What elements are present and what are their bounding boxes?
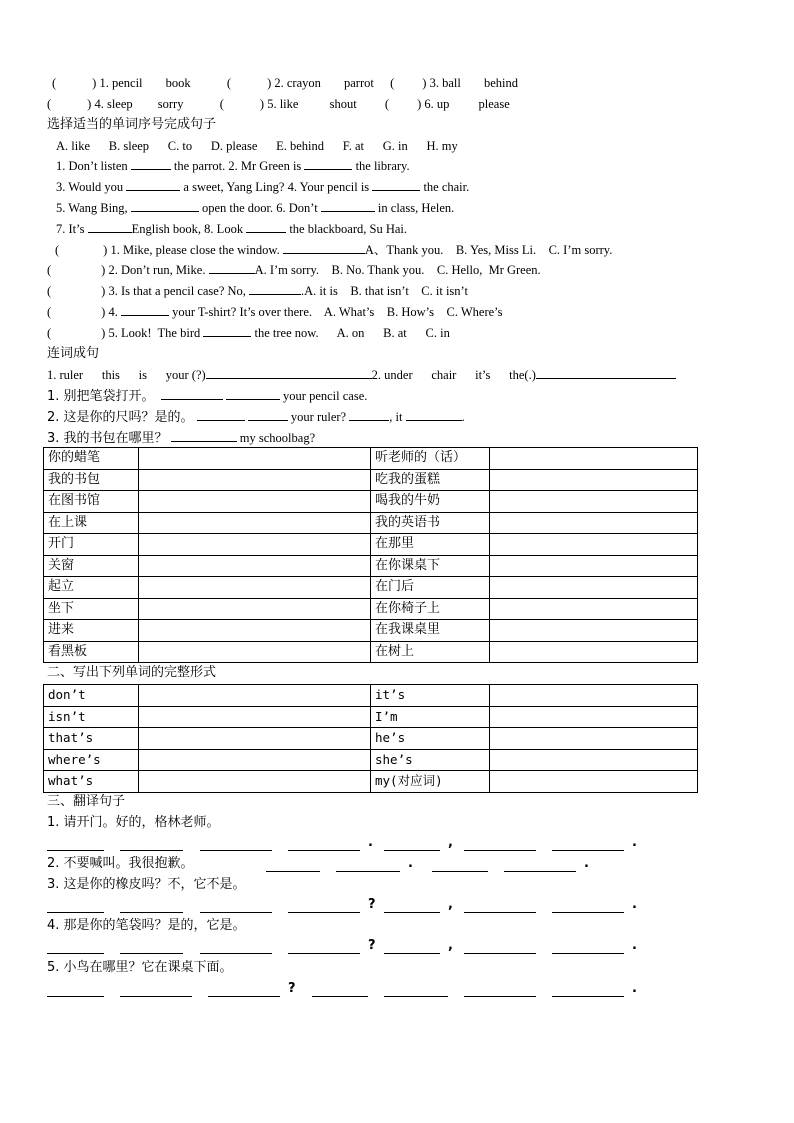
ex-d-t2: 2. 这是你的尺吗？是的。 your ruler? , it .	[47, 410, 465, 425]
phrase-label-cell: 吃我的蛋糕	[371, 469, 490, 491]
ex-d-line-1: 1. ruler this is your (?) 2. under chair it’s the(.)	[47, 366, 676, 384]
answer-blank[interactable]	[288, 912, 360, 913]
answer-blank[interactable]	[47, 850, 104, 851]
ex-d-title: 连词成句	[47, 346, 100, 361]
phrase-label-cell: 在上课	[44, 512, 139, 534]
phrase-label-cell: 喝我的牛奶	[371, 491, 490, 513]
phrase-answer-cell[interactable]	[139, 534, 371, 556]
punctuation-mark: .	[368, 835, 373, 850]
phrase-label-cell: 在树上	[371, 641, 490, 663]
translate-item-4: 4. 那是你的笔袋吗？是的，它是。	[47, 918, 246, 933]
phrase-answer-cell[interactable]	[490, 469, 698, 491]
contraction-row	[44, 685, 698, 707]
contraction-answer-cell[interactable]	[490, 706, 698, 728]
phrase-answer-cell[interactable]	[490, 512, 698, 534]
ex-b-line-1: 1. Don’t listen the parrot. 2. Mr Green is the library.	[56, 159, 410, 173]
translate-item-2: 2. 不要喊叫。我很抱歉。	[47, 856, 194, 871]
phrase-label-cell: 在我课桌里	[371, 620, 490, 642]
phrase-answer-cell[interactable]	[139, 598, 371, 620]
answer-blank[interactable]	[464, 850, 536, 851]
phrase-label-cell: 关窗	[44, 555, 139, 577]
answer-blank[interactable]	[504, 871, 576, 872]
contraction-answer-cell[interactable]	[490, 685, 698, 707]
ex-b-options: A. like B. sleep C. to D. please E. behind F. at G. in H. my	[56, 139, 458, 153]
contraction-table	[43, 684, 698, 793]
punctuation-mark: ,	[448, 897, 453, 912]
phrase-label-cell: 你的蜡笔	[44, 448, 139, 470]
answer-blank[interactable]	[200, 953, 272, 954]
contraction-answer-cell[interactable]	[139, 706, 371, 728]
contraction-answer-cell[interactable]	[139, 728, 371, 750]
phrase-row	[44, 577, 698, 599]
contraction-label-cell: that’s	[44, 728, 139, 750]
punctuation-mark: .	[632, 981, 637, 996]
word: pencil	[111, 76, 143, 90]
phrase-row	[44, 448, 698, 470]
answer-blank[interactable]	[47, 953, 104, 954]
phrase-label-cell: 进来	[44, 620, 139, 642]
answer-blank[interactable]	[120, 912, 183, 913]
ex-a-row-2: ( ) 4. sleep sorry ( ) 5. like shout ( ) 6. up please	[47, 97, 510, 111]
answer-blank[interactable]	[47, 912, 104, 913]
word: book	[165, 76, 191, 90]
answer-blank[interactable]	[288, 953, 360, 954]
phrase-answer-cell[interactable]	[490, 577, 698, 599]
phrase-answer-cell[interactable]	[490, 491, 698, 513]
phrase-answer-cell[interactable]	[490, 641, 698, 663]
phrase-answer-cell[interactable]	[139, 620, 371, 642]
phrase-label-cell: 起立	[44, 577, 139, 599]
contraction-label-cell: it’s	[371, 685, 490, 707]
phrase-row	[44, 469, 698, 491]
phrase-answer-cell[interactable]	[139, 512, 371, 534]
contraction-label-cell: isn’t	[44, 706, 139, 728]
sec3-title: 三、翻译句子	[47, 794, 126, 809]
answer-blank[interactable]	[200, 912, 272, 913]
contraction-answer-cell[interactable]	[490, 728, 698, 750]
phrase-label-cell: 在那里	[371, 534, 490, 556]
ex-c-q2: ( ) 2. Don’t run, Mike. A. I’m sorry. B. No. Thank you. C. Hello, Mr Green.	[47, 263, 541, 277]
phrase-row	[44, 641, 698, 663]
contraction-answer-cell[interactable]	[490, 749, 698, 771]
contraction-row	[44, 706, 698, 728]
answer-blank[interactable]	[552, 850, 624, 851]
ex-b-line-4: 7. It’s English book, 8. Look the blackboard, Su Hai.	[56, 222, 408, 236]
answer-blank[interactable]	[208, 996, 280, 997]
contraction-label-cell: don’t	[44, 685, 139, 707]
phrase-row	[44, 512, 698, 534]
answer-blank[interactable]	[464, 912, 536, 913]
answer-blank[interactable]	[384, 850, 440, 851]
contraction-label-cell: my(对应词)	[371, 771, 490, 793]
answer-blank[interactable]	[464, 953, 536, 954]
phrase-label-cell: 坐下	[44, 598, 139, 620]
punctuation-mark: .	[632, 897, 637, 912]
ex-b-line-3: 5. Wang Bing, open the door. 6. Don’t in class, Helen.	[56, 201, 455, 215]
contraction-row	[44, 771, 698, 793]
translate-item-5: 5. 小鸟在哪里？它在课桌下面。	[47, 960, 233, 975]
answer-blank[interactable]	[47, 996, 104, 997]
answer-blank[interactable]	[312, 996, 368, 997]
punctuation-mark: ,	[448, 938, 453, 953]
phrase-answer-cell[interactable]	[139, 469, 371, 491]
contraction-row	[44, 728, 698, 750]
ex-c-q3: ( ) 3. Is that a pencil case? No, .A. it is B. that isn’t C. it isn’t	[47, 284, 468, 298]
contraction-answer-cell[interactable]	[139, 771, 371, 793]
answer-blank[interactable]	[432, 871, 488, 872]
answer-blank[interactable]	[120, 953, 183, 954]
answer-blank[interactable]	[552, 996, 624, 997]
answer-blank[interactable]	[464, 996, 536, 997]
phrase-label-cell: 看黑板	[44, 641, 139, 663]
phrase-answer-cell[interactable]	[490, 620, 698, 642]
ex-a-row-1: ( ) 1. pencil book ( ) 2. crayon parrot ( ) 3. ball behind	[52, 76, 518, 90]
translate-item-1: 1. 请开门。好的，格林老师。	[47, 815, 220, 830]
punctuation-mark: .	[408, 856, 413, 871]
ex-b-line-2: 3. Would you a sweet, Yang Ling? 4. Your pencil is the chair.	[56, 180, 470, 194]
answer-blank[interactable]	[384, 953, 440, 954]
punctuation-mark: .	[632, 835, 637, 850]
phrase-label-cell: 在门后	[371, 577, 490, 599]
answer-blank[interactable]	[120, 996, 192, 997]
punctuation-mark: ?	[288, 981, 296, 996]
contraction-answer-cell[interactable]	[139, 685, 371, 707]
translate-item-3: 3. 这是你的橡皮吗？不，它不是。	[47, 877, 246, 892]
punctuation-mark: ?	[368, 938, 376, 953]
contraction-label-cell: what’s	[44, 771, 139, 793]
answer-blank[interactable]	[384, 996, 448, 997]
sec2-title: 二、写出下列单词的完整形式	[47, 665, 217, 680]
phrase-row	[44, 534, 698, 556]
answer-blank[interactable]	[552, 912, 624, 913]
phrase-answer-cell[interactable]	[490, 555, 698, 577]
punctuation-mark: ,	[448, 835, 453, 850]
phrase-answer-cell[interactable]	[490, 534, 698, 556]
contraction-label-cell: where’s	[44, 749, 139, 771]
ex-c-q4: ( ) 4. your T-shirt? It’s over there. A. What’s B. How’s C. Where’s	[47, 305, 503, 319]
answer-blank[interactable]	[552, 953, 624, 954]
phrase-answer-cell[interactable]	[139, 577, 371, 599]
phrase-answer-cell[interactable]	[490, 448, 698, 470]
answer-blank[interactable]	[200, 850, 272, 851]
phrase-answer-cell[interactable]	[139, 491, 371, 513]
phrase-answer-cell[interactable]	[139, 641, 371, 663]
contraction-label-cell: he’s	[371, 728, 490, 750]
contraction-answer-cell[interactable]	[490, 771, 698, 793]
answer-blank[interactable]	[384, 912, 440, 913]
phrase-table	[43, 447, 698, 663]
phrase-answer-cell[interactable]	[139, 555, 371, 577]
phrase-row	[44, 555, 698, 577]
phrase-label-cell: 在你椅子上	[371, 598, 490, 620]
phrase-row	[44, 598, 698, 620]
contraction-label-cell: she’s	[371, 749, 490, 771]
ex-c-q5: ( ) 5. Look! The bird the tree now. A. on B. at C. in	[47, 326, 450, 340]
ex-b-title: 选择适当的单词序号完成句子	[47, 117, 217, 132]
answer-blank[interactable]	[288, 850, 360, 851]
ex-c-q1: ( ) 1. Mike, please close the window. A、Thank you. B. Yes, Miss Li. C. I’m sorry.	[55, 243, 613, 257]
punctuation-mark: ?	[368, 897, 376, 912]
phrase-label-cell: 在你课桌下	[371, 555, 490, 577]
contraction-answer-cell[interactable]	[139, 749, 371, 771]
answer-blank[interactable]	[336, 871, 400, 872]
punctuation-mark: .	[632, 938, 637, 953]
phrase-row	[44, 491, 698, 513]
phrase-answer-cell[interactable]	[139, 448, 371, 470]
phrase-label-cell: 我的书包	[44, 469, 139, 491]
phrase-label-cell: 开门	[44, 534, 139, 556]
phrase-label-cell: 我的英语书	[371, 512, 490, 534]
punctuation-mark: .	[584, 856, 589, 871]
answer-blank[interactable]	[120, 850, 183, 851]
phrase-label-cell: 听老师的（话）	[371, 448, 490, 470]
contraction-row	[44, 749, 698, 771]
ex-d-t3: 3. 我的书包在哪里？ my schoolbag?	[47, 431, 316, 446]
ex-d-t1: 1. 别把笔袋打开。 your pencil case.	[47, 389, 368, 404]
phrase-answer-cell[interactable]	[490, 598, 698, 620]
answer-blank[interactable]	[266, 871, 320, 872]
phrase-label-cell: 在图书馆	[44, 491, 139, 513]
phrase-row	[44, 620, 698, 642]
contraction-label-cell: I’m	[371, 706, 490, 728]
